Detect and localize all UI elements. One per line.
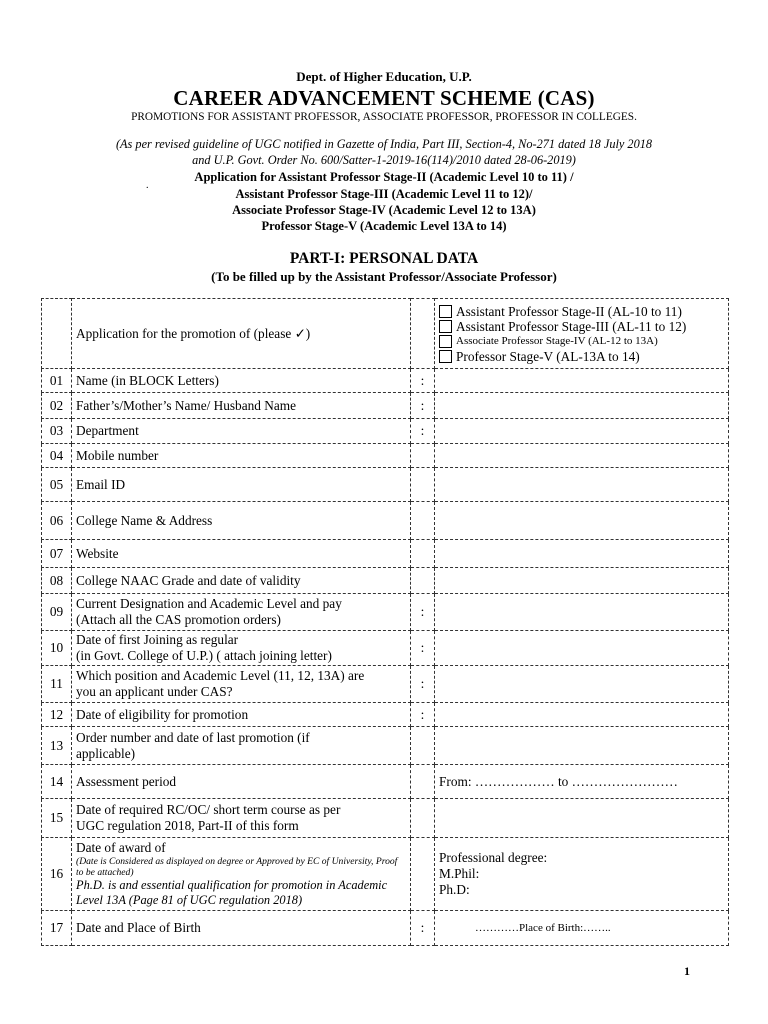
application-line-2: Assistant Professor Stage-III (Academic Level 11 to 12)/ [235,187,533,201]
row-number: 13 [42,727,72,765]
assessment-period-field[interactable]: From: ……………… to …………………… [435,765,729,799]
row-label-line-1: Date of required RC/OC/ short term course as per [76,802,341,817]
row-colon [411,299,435,369]
row-number: 06 [42,502,72,540]
row-value-field[interactable] [435,727,729,765]
promotion-option-3[interactable] [439,334,724,349]
guideline-line-1: (As per revised guideline of UGC notified in Gazette of India, Part III, Section-4, No-271 dated 18 July 2018 [115,137,653,151]
option-label: Assistant Professor Stage-II (AL-10 to 11) [456,303,682,319]
scheme-subtitle: PROMOTIONS FOR ASSISTANT PROFESSOR, ASSOCIATE PROFESSOR, PROFESSOR IN COLLEGES. [131,111,637,123]
row-colon: : [411,911,435,946]
row-label: Date of eligibility for promotion [72,703,411,727]
application-line-3: Associate Professor Stage-IV (Academic Level 12 to 13A) [232,203,536,217]
row-label-line-1: Current Designation and Academic Level and pay [76,596,342,611]
row-number: 11 [42,666,72,703]
row-colon: : [411,631,435,666]
row-number: 08 [42,568,72,594]
table-row-13 [42,727,729,765]
stray-mark: . [146,180,149,191]
birth-date-place-field[interactable]: …………Place of Birth:…….. [435,911,729,946]
option-label: Professor Stage-V (AL-13A to 14) [456,348,640,364]
row-colon: : [411,666,435,703]
row-number: 02 [42,393,72,419]
row-number [42,299,72,369]
professional-degree-label: Professional degree: [439,850,548,865]
row-label: College NAAC Grade and date of validity [72,568,411,594]
table-row-03 [42,419,729,444]
option-label: Assistant Professor Stage-III (AL-11 to 12) [456,318,687,334]
row-colon [411,799,435,838]
row-value-field[interactable] [435,703,729,727]
row-value-field[interactable] [435,568,729,594]
promotion-option-1[interactable] [439,304,724,319]
mphil-label: M.Phil: [439,866,480,881]
guideline-line-2: and U.P. Govt. Order No. 600/Satter-1-2019-16(114)/2010 dated 28-06-2019) [192,153,576,167]
row-label: Website [72,540,411,568]
row-number: 05 [42,468,72,502]
row-number: 14 [42,765,72,799]
table-row-06 [42,502,729,540]
table-row-15 [42,799,729,838]
phd-requirement-note: Ph.D. is and essential qualification for promotion in Academic Level 13A (Page 81 of UGC regulation 2018) [76,878,388,907]
table-row-01 [42,369,729,393]
checkbox-icon[interactable] [439,350,452,363]
table-row-10 [42,631,729,666]
promotion-option-2[interactable] [439,319,724,334]
row-label-line-2: you an applicant under CAS? [76,684,233,699]
degree-date-note: (Date is Considered as displayed on degree or Approved by EC of University, Proof to be attached) [76,856,398,878]
row-value-field[interactable] [435,369,729,393]
row-label: Assessment period [72,765,411,799]
scheme-title: CAREER ADVANCEMENT SCHEME (CAS) [173,86,595,110]
table-row-11 [42,666,729,703]
row-label-line-2: (in Govt. College of U.P.) ( attach joining letter) [76,648,332,663]
row-value-field[interactable] [435,468,729,502]
part-title: PART-I: PERSONAL DATA [289,250,479,267]
row-number: 15 [42,799,72,838]
option-label: Associate Professor Stage-IV (AL-12 to 13A) [456,334,658,347]
row-number: 10 [42,631,72,666]
row-label-line-1: Which position and Academic Level (11, 12, 13A) are [76,668,365,683]
row-label-line-2: applicable) [76,745,136,761]
part-subtitle: (To be filled up by the Assistant Professor/Associate Professor) [211,269,557,284]
application-line-4: Professor Stage-V (Academic Level 13A to 14) [261,219,507,233]
row-value-field[interactable] [435,502,729,540]
row-colon [411,468,435,502]
row-label [72,838,411,911]
row-label: Department [72,419,411,444]
row-value-field[interactable] [435,419,729,444]
row-label-line-1: Order number and date of last promotion (if [76,729,310,745]
row-number: 03 [42,419,72,444]
checkbox-icon[interactable] [439,305,452,318]
row-label [72,631,411,666]
row-value-field[interactable] [435,666,729,703]
row-number: 01 [42,369,72,393]
row-value-field[interactable] [435,799,729,838]
row-label [72,727,411,765]
row-label: Name (in BLOCK Letters) [72,369,411,393]
row-colon [411,765,435,799]
promotion-option-4[interactable] [439,349,724,364]
table-row-12 [42,703,729,727]
row-colon [411,838,435,911]
table-row-08 [42,568,729,594]
personal-data-table [41,298,729,946]
row-number: 17 [42,911,72,946]
row-colon: : [411,393,435,419]
row-colon: : [411,703,435,727]
table-row-07 [42,540,729,568]
table-row-02 [42,393,729,419]
row-label [72,666,411,703]
row-label: Email ID [72,468,411,502]
row-value-field[interactable] [435,540,729,568]
row-colon [411,540,435,568]
checkbox-icon[interactable] [439,320,452,333]
promotion-options [435,299,729,369]
row-label [72,594,411,631]
table-row-05 [42,468,729,502]
table-row-09 [42,594,729,631]
row-value-field[interactable] [435,393,729,419]
row-value-field[interactable] [435,594,729,631]
row-label: Father’s/Mother’s Name/ Husband Name [72,393,411,419]
row-colon [411,727,435,765]
row-label-line-2: UGC regulation 2018, Part-II of this form [76,818,299,833]
row-label: Date and Place of Birth [72,911,411,946]
row-number: 07 [42,540,72,568]
promotion-label: Application for the promotion of (please ✓) [72,299,411,369]
row-value-field[interactable] [435,444,729,468]
row-number: 12 [42,703,72,727]
row-value-field[interactable] [435,631,729,666]
page-number: 1 [684,964,690,978]
table-row-16 [42,838,729,911]
application-line-1: Application for Assistant Professor Stage-II (Academic Level 10 to 11) / [194,170,574,184]
promotion-row [42,299,729,369]
table-row-17 [42,911,729,946]
row-number: 09 [42,594,72,631]
row-label-line-1: Date of first Joining as regular [76,632,239,647]
row-label: College Name & Address [72,502,411,540]
table-row-04 [42,444,729,468]
table-row-14 [42,765,729,799]
degree-dates-field[interactable] [435,838,729,911]
row-colon: : [411,419,435,444]
row-label [72,799,411,838]
phd-label: Ph.D: [439,882,470,897]
row-colon: : [411,369,435,393]
department-heading: Dept. of Higher Education, U.P. [296,69,472,84]
row-label-line-2: (Attach all the CAS promotion orders) [76,612,281,627]
row-number: 16 [42,838,72,911]
row-colon [411,444,435,468]
row-colon: : [411,594,435,631]
row-label-line-1: Date of award of [76,840,166,855]
checkbox-icon[interactable] [439,335,452,348]
row-number: 04 [42,444,72,468]
row-label: Mobile number [72,444,411,468]
row-colon [411,568,435,594]
row-colon [411,502,435,540]
